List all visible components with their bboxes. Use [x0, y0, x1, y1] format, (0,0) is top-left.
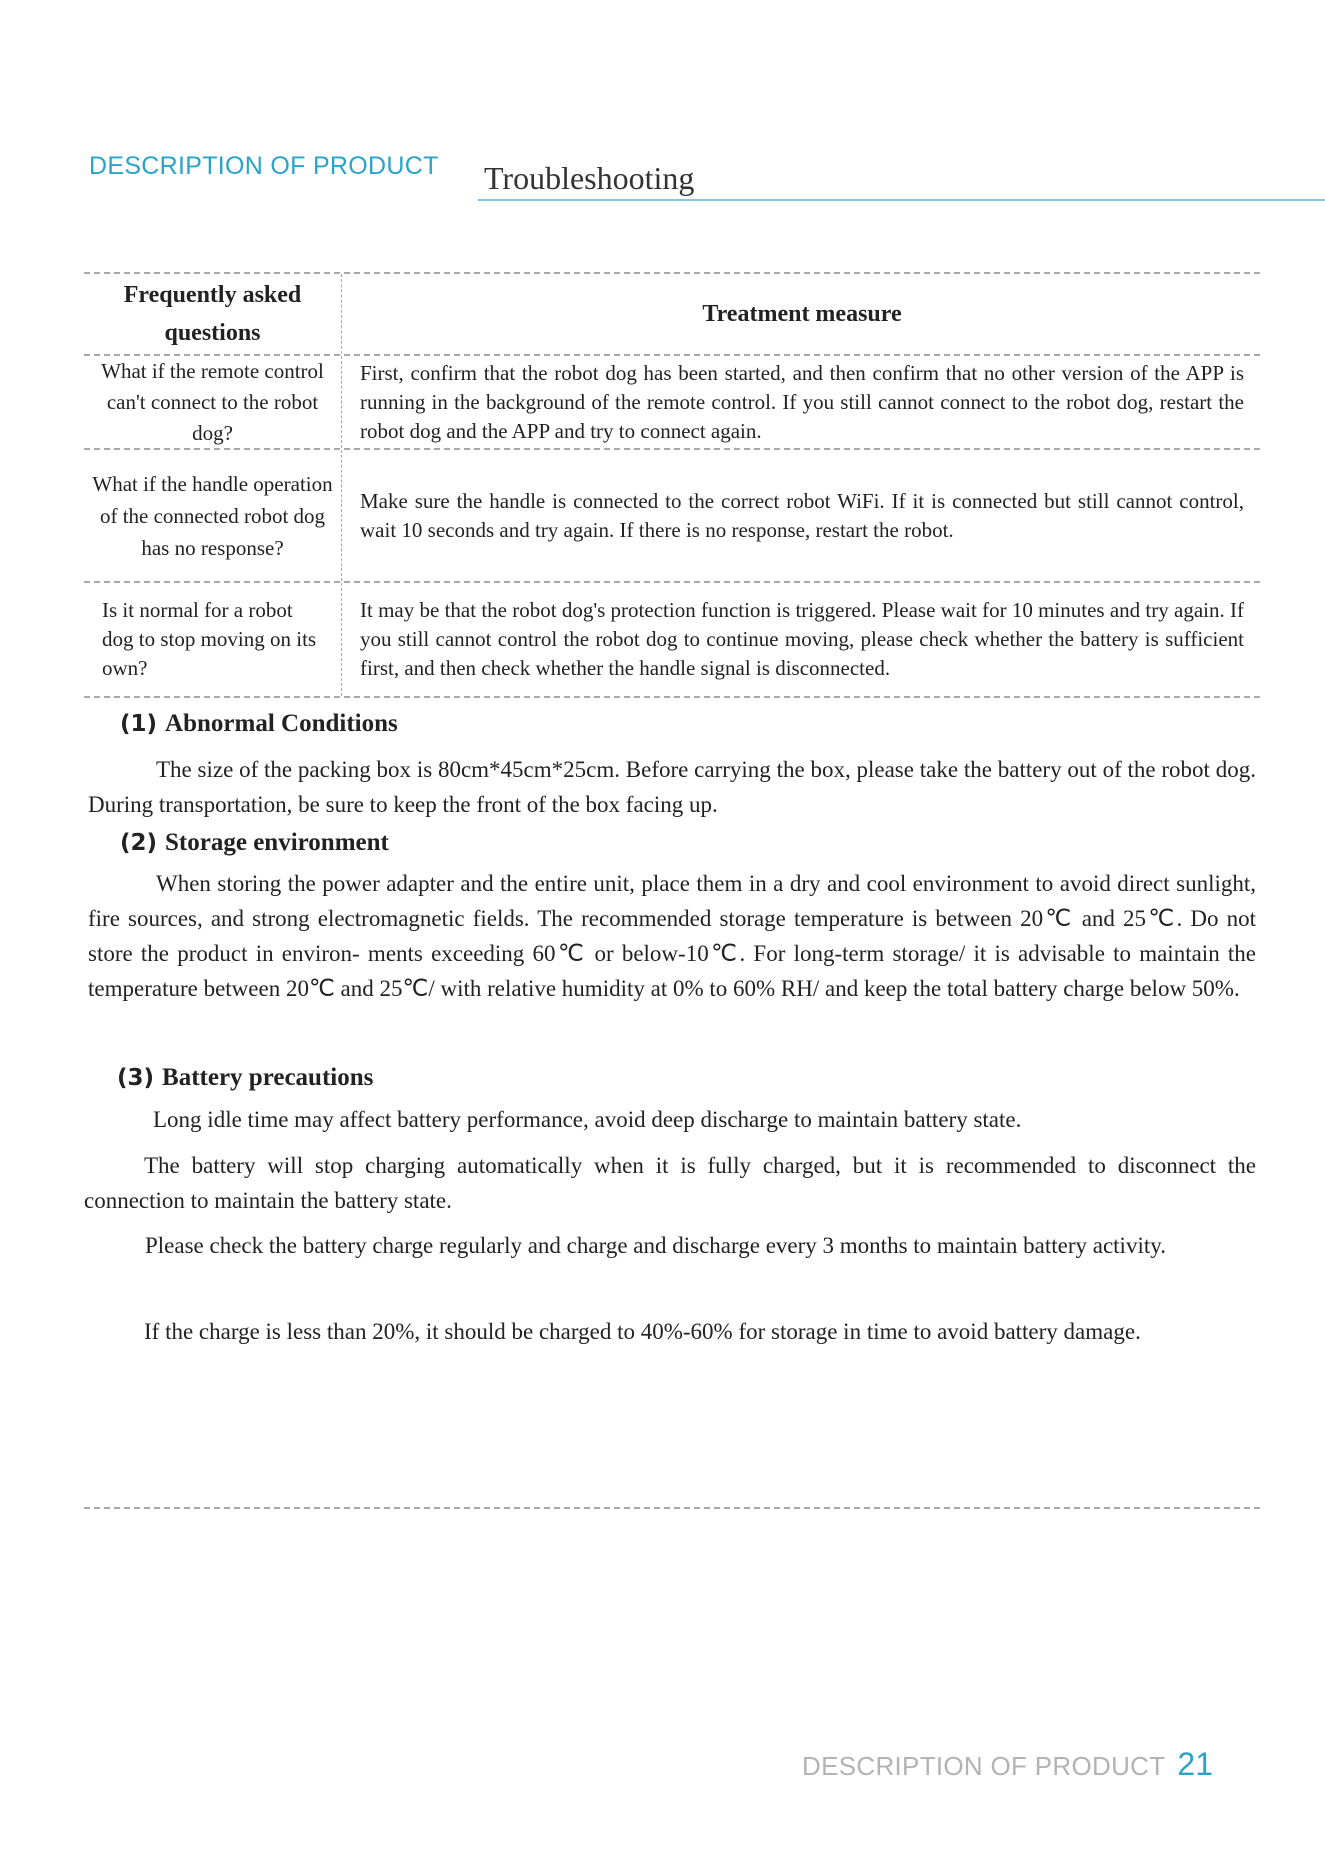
- section-title: Abnormal Conditions: [165, 710, 398, 737]
- header-divider: [478, 199, 1325, 201]
- footer-label: DESCRIPTION OF PRODUCT: [802, 1751, 1166, 1781]
- faq-question: Is it normal for a robot dog to stop moving on its own?: [84, 583, 342, 696]
- faq-header-answer: Treatment measure: [702, 300, 902, 327]
- section-heading-storage-environment: [120, 829, 389, 857]
- faq-answer: Make sure the handle is connected to the correct robot WiFi. If it is connected but still cannot control, wait 10 seconds and try again. If there is no response, restart the robot.: [360, 488, 1244, 542]
- faq-table: [84, 272, 1260, 698]
- section-number: (2): [120, 830, 158, 856]
- faq-question: What if the remote control can't connect to the robot dog?: [84, 356, 342, 448]
- header-section-label: DESCRIPTION OF PRODUCT: [89, 152, 439, 180]
- page-number: 21: [1177, 1746, 1213, 1782]
- section-number: (1): [120, 711, 158, 737]
- faq-answer: First, confirm that the robot dog has been started, and then confirm that no other version of the APP is running in the background of the remote control. If you still cannot connect to the robot dog, restart the robot dog and the APP and try to connect again.: [360, 360, 1244, 443]
- paragraph: The size of the packing box is 80cm*45cm*25cm. Before carrying the box, please take the battery out of the robot dog. During transportation, be sure to keep the front of the box facing up.: [88, 757, 1256, 817]
- faq-row: [84, 581, 1260, 698]
- paragraph: Long idle time may affect battery performance, avoid deep discharge to maintain battery state.: [153, 1107, 1022, 1132]
- faq-question: What if the handle operation of the connected robot dog has no response?: [84, 450, 342, 581]
- faq-answer: It may be that the robot dog's protection function is triggered. Please wait for 10 minutes and try again. If you still cannot control the robot dog to continue moving, please check whether the battery is sufficient first, and then check whether the handle signal is disconnected.: [360, 598, 1244, 680]
- section-heading-abnormal-conditions: [120, 710, 398, 738]
- section-number: (3): [117, 1065, 155, 1091]
- paragraph: When storing the power adapter and the entire unit, place them in a dry and cool environment to avoid direct sunlight, fire sources, and strong electromagnetic fields. The recommended storage temperature is between 20℃ and 25℃. Do not store the product in environ- ments exceeding 60℃ or below-10℃. For long-term storage/ it is advisable to maintain the temperature between 20℃ and 25℃/ with relative humidity at 0% to 60% RH/ and keep the total battery charge below 50%.: [88, 871, 1256, 1001]
- faq-row: [84, 354, 1260, 448]
- bottom-divider: [84, 1507, 1260, 1509]
- faq-row: [84, 448, 1260, 581]
- section-heading-battery-precautions: [117, 1064, 373, 1092]
- paragraph: If the charge is less than 20%, it should be charged to 40%-60% for storage in time to avoid battery damage.: [144, 1319, 1141, 1344]
- page-title: Troubleshooting: [484, 160, 695, 196]
- paragraph: Please check the battery charge regularly and charge and discharge every 3 months to maintain battery activity.: [145, 1233, 1166, 1258]
- section-title: Battery precautions: [162, 1064, 374, 1091]
- faq-header-row: [84, 272, 1260, 354]
- faq-header-question: Frequently asked questions: [84, 274, 342, 354]
- page-footer: [802, 1746, 1213, 1783]
- section-title: Storage environment: [165, 829, 389, 856]
- paragraph: The battery will stop charging automatically when it is fully charged, but it is recommended to disconnect the connection to maintain the battery state.: [84, 1153, 1256, 1213]
